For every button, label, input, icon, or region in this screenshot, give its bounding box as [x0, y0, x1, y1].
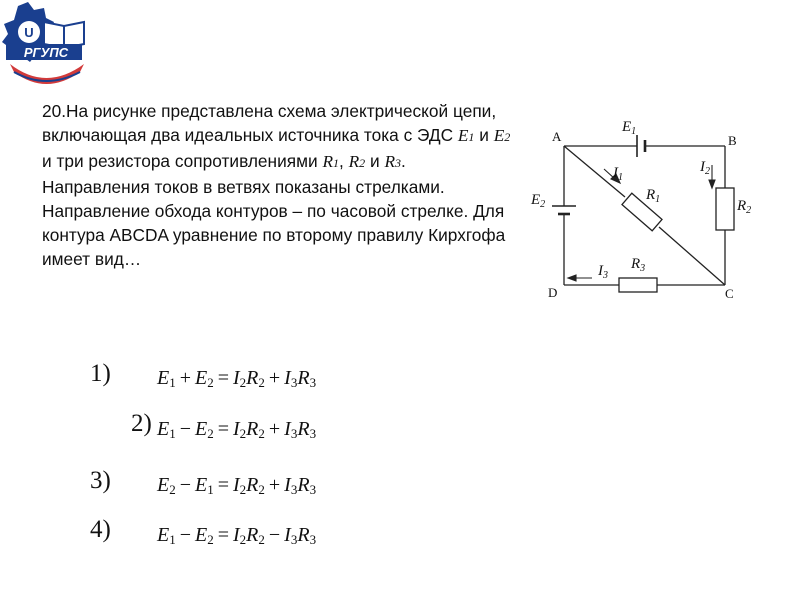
resistor-r3 — [619, 278, 657, 292]
option-3-number: 3) — [90, 467, 111, 494]
option-4-equation[interactable]: $E_1 - E_2 = I_2R_2 - I_3R_3$ — [157, 524, 317, 547]
symbol-r2: R2 — [348, 152, 366, 171]
current-i2-arrowhead — [709, 180, 715, 188]
question-text-part3: . Направления токов в ветвях показаны стрелками. Направление обхода контуров – по часовой стрелке. Для контура ABCDA уравнение по второму правилу Кирхгофа имеет вид… — [42, 151, 506, 269]
node-c-label: C — [725, 286, 734, 301]
symbol-e1: E1 — [457, 126, 475, 145]
option-1-equation[interactable]: $E_1 + E_2 = I_2R_2 + I_3R_3$ — [157, 367, 317, 390]
current-i3-arrowhead — [568, 275, 576, 281]
label-e2: $E_2$ — [531, 192, 546, 210]
label-i1: $I_1$ — [613, 165, 623, 183]
label-r3: $R_3$ — [631, 256, 646, 274]
node-b-label: B — [728, 133, 737, 148]
circuit-diagram — [528, 112, 790, 308]
option-1-number: 1) — [90, 360, 111, 387]
label-i3: $I_3$ — [598, 263, 608, 281]
logo-text: РГУПС — [23, 45, 69, 60]
symbol-r1: R1 — [322, 152, 339, 171]
node-d-label: D — [548, 285, 558, 300]
node-a-label: A — [552, 129, 562, 144]
logo-letter: U — [24, 25, 34, 40]
label-e1: $E_1$ — [622, 119, 637, 137]
question-text: 20.На рисунке представлена схема электрической цепи, включающая два идеальных источника тока с ЭДС E1 и E2 и три резистора сопротивлениями R1, R2 и R3. Направления токов в ветвях показаны стрелками. Направление обхода контуров – по часовой стрелке. Для контура ABCDA уравнение по второму правилу Кирхгофа имеет вид… — [42, 101, 511, 269]
question-text-part1: На рисунке представлена схема электрической цепи, включающая два идеальных источника тока с ЭДС — [42, 101, 497, 145]
label-r1: $R_1$ — [646, 187, 661, 205]
question-text-part2: и три резистора сопротивлениями — [42, 151, 323, 171]
resistor-r2 — [716, 188, 734, 230]
question-number: 20. — [42, 101, 67, 121]
option-4-number: 4) — [90, 516, 111, 543]
option-2-number: 2) — [131, 410, 152, 437]
option-2-equation[interactable]: $E_1 - E_2 = I_2R_2 + I_3R_3$ — [157, 418, 317, 441]
symbol-e2: E2 — [493, 126, 511, 145]
option-3-equation[interactable]: $E_2 - E_1 = I_2R_2 + I_3R_3$ — [157, 474, 317, 497]
label-r2: $R_2$ — [737, 198, 752, 216]
label-i2: $I_2$ — [700, 159, 710, 177]
wire-diagonal-lower — [659, 227, 725, 285]
university-logo — [0, 0, 100, 92]
symbol-r3: R3 — [384, 152, 401, 171]
